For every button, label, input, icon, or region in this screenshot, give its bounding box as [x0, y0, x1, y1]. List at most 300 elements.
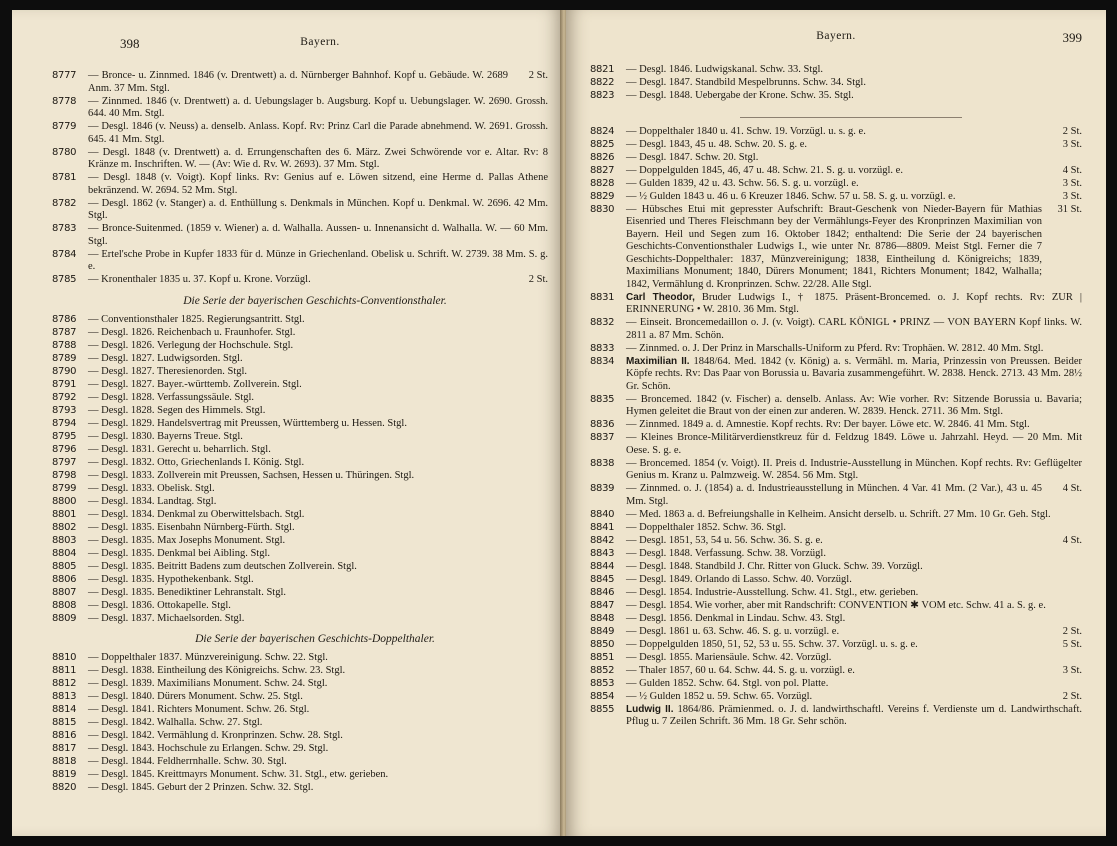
catalog-entry: [590, 574, 1082, 587]
lot-number: 8824: [590, 125, 615, 137]
lot-text: — Desgl. 1827. Bayer.-württemb. Zollverein. Stgl.: [88, 378, 302, 390]
lot-description: [88, 496, 548, 509]
lot-text: — Desgl. 1847. Standbild Mespelbrunns. Schw. 34. Stgl.: [626, 77, 866, 88]
piece-count: 2 St.: [1062, 625, 1082, 637]
lot-text: — Doppelthaler 1852. Schw. 36. Stgl.: [626, 521, 787, 533]
lot-description: [626, 613, 1082, 626]
lot-description: [88, 548, 548, 561]
lot-number: 8835: [590, 393, 615, 405]
catalog-entry: [52, 366, 548, 379]
section-heading-conventionsthaler: Die Serie der bayerischen Geschichts-Conventionsthaler.: [183, 294, 447, 307]
catalog-entry: [52, 483, 548, 496]
lot-text: — Desgl. 1843, 45 u. 48. Schw. 20. S. g. e.: [626, 138, 808, 150]
lot-description: [88, 678, 548, 691]
lot-description: [88, 743, 548, 756]
lot-description: [626, 90, 1082, 103]
catalog-entry: [52, 353, 548, 366]
catalog-entry: [590, 64, 1082, 77]
piece-count: 2 St.: [528, 70, 548, 81]
catalog-entry: [590, 483, 1082, 508]
lot-text: — Desgl. 1854. Industrie-Ausstellung. Schw. 41. Stgl., etw. gerieben.: [626, 586, 919, 598]
lot-text: — Desgl. 1846 (v. Neuss) a. denselb. Anlass. Kopf. Rv: Prinz Carl die Parade abnehmend. W. 2691. Grossh. 645. 41 Mm. Stgl.: [88, 121, 548, 145]
piece-count: 4 St.: [1062, 483, 1082, 494]
catalog-entry: [590, 678, 1082, 691]
piece-count: 3 St.: [1062, 190, 1082, 202]
catalog-entry: [52, 730, 548, 743]
lot-text: — Zinnmed. 1849 a. d. Amnestie. Kopf rechts. Rv: Der bayer. Löwe etc. W. 2846. 41 Mm. Stgl.: [626, 419, 1030, 430]
lot-description: [88, 756, 548, 769]
lot-text: — Desgl. 1843. Hochschule zu Erlangen. Schw. 29. Stgl.: [88, 743, 329, 754]
lot-number: 8786: [52, 313, 77, 325]
right-page-header: [590, 30, 1082, 50]
lot-description: [88, 561, 548, 574]
catalog-entry: [52, 756, 548, 769]
lot-description: [626, 394, 1082, 419]
catalog-entry: [590, 522, 1082, 535]
left-page: [12, 10, 562, 836]
catalog-entry: [590, 561, 1082, 574]
lot-text: — Desgl. 1827. Ludwigsorden. Stgl.: [88, 352, 243, 364]
lot-text: — Desgl. 1845. Geburt der 2 Prinzen. Schw. 32. Stgl.: [88, 782, 314, 793]
lot-text: — Desgl. 1848 (v. Drentwett) a. d. Errungenschaften des 6. März. Zwei Schwörende vor e. Altar. Rv: 8 Kränze m. Inschriften. W. — (Av: Wie d. Rv. W. 2693). 37 Mm. Stgl.: [88, 146, 548, 170]
lot-text: — Desgl. 1849. Orlando di Lasso. Schw. 40. Vorzügl.: [626, 573, 852, 585]
lot-description: [626, 652, 1082, 665]
catalog-entry: [52, 470, 548, 483]
left-page-header: [52, 36, 548, 56]
lot-text: — Desgl. 1841. Richters Monument. Schw. 26. Stgl.: [88, 704, 310, 715]
lot-text: — Desgl. 1835. Benediktiner Lehranstalt. Stgl.: [88, 586, 287, 598]
page-number-left: 398: [120, 36, 140, 51]
lot-description: [626, 600, 1082, 613]
lot-description: [88, 327, 548, 340]
lot-text: — Gulden 1852. Schw. 64. Stgl. von pol. Platte.: [626, 677, 829, 689]
ruler-name: Carl Theodor,: [626, 291, 695, 303]
lot-number: 8833: [590, 342, 615, 354]
lot-text: — Desgl. 1826. Verlegung der Hochschule. Stgl.: [88, 339, 294, 351]
entry-list-left-c: [52, 652, 548, 795]
lot-description: [88, 379, 548, 392]
piece-count: 5 St.: [1062, 638, 1082, 650]
lot-description: [626, 574, 1082, 587]
lot-description: [88, 392, 548, 405]
lot-description: [626, 678, 1082, 691]
lot-text: — Desgl. 1830. Bayerns Treue. Stgl.: [88, 430, 243, 442]
lot-number: 8817: [52, 743, 77, 754]
entry-list-right-b: [590, 126, 1082, 729]
catalog-entry: [52, 198, 548, 223]
lot-number: 8821: [590, 64, 615, 75]
lot-number: 8800: [52, 495, 77, 507]
lot-description: [626, 178, 1042, 191]
lot-number: 8851: [590, 651, 615, 663]
lot-number: 8802: [52, 521, 77, 533]
catalog-entry: [52, 147, 548, 172]
lot-text: — Desgl. 1846. Ludwigskanal. Schw. 33. Stgl.: [626, 64, 824, 75]
lot-text: — Desgl. 1838. Eintheilung des Königreichs. Schw. 23. Stgl.: [88, 665, 346, 676]
lot-description: [626, 626, 1042, 639]
lot-number: 8812: [52, 678, 77, 689]
lot-description: [88, 147, 548, 172]
lot-description: [88, 70, 508, 95]
catalog-entry: [590, 587, 1082, 600]
lot-description: [88, 223, 548, 248]
lot-text: — Desgl. 1861 u. 63. Schw. 46. S. g. u. vorzügl. e.: [626, 625, 840, 637]
lot-number: 8836: [590, 419, 615, 430]
lot-description: [88, 353, 548, 366]
catalog-entry: [590, 356, 1082, 394]
lot-text: — Conventionsthaler 1825. Regierungsantritt. Stgl.: [88, 313, 305, 325]
lot-description: [626, 535, 1042, 548]
lot-description: [626, 77, 1082, 90]
lot-text: Bruder Ludwigs I., † 1875. Präsent-Broncemed. o. J. Kopf rechts. Rv: ZUR | ERINNERUNG • W. 2810. 36 Mm. Stgl.: [626, 291, 1082, 315]
lot-text: — ½ Gulden 1852 u. 59. Schw. 65. Vorzügl.: [626, 690, 813, 702]
catalog-entry: [52, 431, 548, 444]
lot-number: 8841: [590, 521, 615, 533]
lot-description: [626, 548, 1082, 561]
lot-number: 8797: [52, 456, 77, 468]
lot-description: [626, 126, 1042, 139]
lot-number: 8787: [52, 326, 77, 338]
lot-number: 8837: [590, 432, 615, 443]
lot-text: — Doppelgulden 1850, 51, 52, 53 u. 55. Schw. 37. Vorzügl. u. s. g. e.: [626, 638, 918, 650]
lot-number: 8814: [52, 704, 77, 715]
catalog-entry: [590, 458, 1082, 483]
catalog-entry: [52, 613, 548, 626]
lot-description: [626, 458, 1082, 483]
catalog-entry: [52, 574, 548, 587]
lot-text: — Desgl. 1854. Wie vorher, aber mit Randschrift: CONVENTION ✱ VOM etc. Schw. 41 a. S. g. e.: [626, 599, 1046, 611]
catalog-entry: [52, 121, 548, 146]
lot-text: — Desgl. 1833. Obelisk. Stgl.: [88, 482, 215, 494]
lot-description: [88, 600, 548, 613]
running-head-left: Bayern.: [300, 36, 340, 48]
catalog-entry: [52, 223, 548, 248]
lot-text: — Desgl. 1834. Denkmal zu Oberwittelsbach. Stgl.: [88, 508, 305, 520]
lot-description: [626, 343, 1082, 356]
lot-description: [626, 191, 1042, 204]
lot-description: [88, 730, 548, 743]
lot-number: 8792: [52, 391, 77, 403]
lot-number: 8820: [52, 782, 77, 793]
lot-number: 8794: [52, 417, 77, 429]
piece-count: 3 St.: [1062, 664, 1082, 676]
catalog-entry: [52, 717, 548, 730]
lot-number: 8798: [52, 469, 77, 481]
lot-number: 8793: [52, 404, 77, 416]
lot-number: 8827: [590, 164, 615, 176]
catalog-entry: [52, 249, 548, 274]
catalog-entry: [52, 418, 548, 431]
lot-number: 8844: [590, 560, 615, 572]
lot-description: [88, 457, 548, 470]
lot-number: 8789: [52, 352, 77, 364]
catalog-entry: [590, 548, 1082, 561]
lot-text: — Doppelgulden 1845, 46, 47 u. 48. Schw. 21. S. g. u. vorzügl. e.: [626, 164, 903, 176]
lot-text: — Desgl. 1848. Standbild J. Chr. Ritter von Gluck. Schw. 39. Vorzügl.: [626, 560, 923, 572]
lot-description: [88, 769, 548, 782]
lot-number: 8805: [52, 560, 77, 572]
lot-number: 8855: [590, 703, 615, 715]
lot-number: 8816: [52, 730, 77, 741]
catalog-entry: [590, 509, 1082, 522]
lot-number: 8839: [590, 483, 615, 494]
lot-description: [88, 340, 548, 353]
lot-text: — Desgl. 1848. Verfassung. Schw. 38. Vorzügl.: [626, 547, 826, 559]
lot-text: — Desgl. 1848. Uebergabe der Krone. Schw. 35. Stgl.: [626, 90, 854, 101]
lot-number: 8777: [52, 70, 77, 81]
lot-description: [88, 535, 548, 548]
lot-number: 8810: [52, 652, 77, 663]
lot-number: 8782: [52, 197, 77, 209]
lot-number: 8791: [52, 378, 77, 390]
lot-description: [626, 64, 1082, 77]
lot-text: — Desgl. 1845. Kreittmayrs Monument. Schw. 31. Stgl., etw. gerieben.: [88, 769, 389, 780]
lot-text: — Bronce-Suitenmed. (1859 v. Wiener) a. d. Walhalla. Aussen- u. Innenansicht d. Walhalla. W. — 60 Mm. Stgl.: [88, 223, 548, 247]
lot-number: 8850: [590, 638, 615, 650]
lot-text: — Gulden 1839, 42 u. 43. Schw. 56. S. g. u. vorzügl. e.: [626, 177, 859, 189]
running-head-right: Bayern.: [816, 30, 856, 42]
catalog-entry: [590, 152, 1082, 165]
lot-number: 8847: [590, 599, 615, 611]
lot-description: [626, 152, 1082, 165]
lot-number: 8803: [52, 534, 77, 546]
lot-number: 8845: [590, 573, 615, 585]
lot-description: [626, 356, 1082, 394]
lot-number: 8842: [590, 534, 615, 546]
lot-number: 8806: [52, 573, 77, 585]
lot-number: 8781: [52, 172, 77, 183]
catalog-entry: [52, 665, 548, 678]
lot-description: [88, 652, 548, 665]
lot-description: [88, 274, 508, 287]
catalog-entry: [52, 704, 548, 717]
lot-number: 8823: [590, 90, 615, 101]
lot-number: 8834: [590, 355, 615, 367]
page-number-right: 399: [1062, 30, 1082, 45]
lot-description: [88, 704, 548, 717]
lot-text: — Desgl. 1844. Feldherrnhalle. Schw. 30. Stgl.: [88, 756, 287, 767]
lot-number: 8790: [52, 365, 77, 377]
lot-text: — Doppelthaler 1837. Münzvereinigung. Schw. 22. Stgl.: [88, 652, 328, 663]
lot-text: — Desgl. 1837. Michaelsorden. Stgl.: [88, 612, 245, 624]
lot-text: — Desgl. 1835. Eisenbahn Nürnberg-Fürth. Stgl.: [88, 521, 295, 533]
piece-count: 2 St.: [1062, 690, 1082, 702]
entry-list-left-b: [52, 314, 548, 626]
catalog-entry: [52, 444, 548, 457]
section-divider: [740, 117, 962, 118]
lot-text: — Zinnmed. 1846 (v. Drentwett) a. d. Uebungslager b. Augsburg. Kopf u. Uebungslager. W. 2690. Grossh. 644. 40 Mm. Stgl.: [88, 95, 548, 119]
lot-description: [88, 587, 548, 600]
catalog-entry: [52, 496, 548, 509]
catalog-entry: [52, 509, 548, 522]
catalog-entry: [52, 314, 548, 327]
catalog-entry: [590, 191, 1082, 204]
lot-number: 8831: [590, 291, 615, 303]
lot-number: 8826: [590, 151, 615, 163]
catalog-entry: [52, 587, 548, 600]
lot-text: — Bronce- u. Zinnmed. 1846 (v. Drentwett) a. d. Nürnberger Bahnhof. Kopf u. Gebäude. W. 2689 Anm. 37 Mm. Stgl.: [88, 70, 508, 94]
lot-description: [88, 314, 548, 327]
catalog-entry: [590, 600, 1082, 613]
lot-text: — Desgl. 1828. Segen des Himmels. Stgl.: [88, 404, 266, 416]
lot-description: [626, 639, 1042, 652]
lot-text: — Desgl. 1829. Handelsvertrag mit Preussen, Württemberg u. Hessen. Stgl.: [88, 417, 407, 429]
catalog-entry: [590, 317, 1082, 342]
lot-description: [88, 444, 548, 457]
lot-description: [626, 522, 1082, 535]
piece-count: 4 St.: [1062, 164, 1082, 176]
lot-number: 8788: [52, 339, 77, 351]
lot-number: 8854: [590, 690, 615, 702]
lot-description: [88, 613, 548, 626]
piece-count: 4 St.: [1062, 534, 1082, 546]
catalog-entry: [52, 96, 548, 121]
piece-count: 3 St.: [1062, 177, 1082, 189]
lot-number: 8852: [590, 664, 615, 676]
lot-description: [88, 198, 548, 223]
catalog-entry: [590, 535, 1082, 548]
lot-text: — Desgl. 1835. Hypothekenbank. Stgl.: [88, 573, 254, 585]
lot-description: [88, 483, 548, 496]
lot-text: — Kleines Bronce-Militärverdienstkreuz für d. Feldzug 1849. Löwe u. Jahrzahl. Heyd. — 20 Mm. Mit Oese. S. g. e.: [626, 432, 1082, 456]
catalog-entry: [590, 639, 1082, 652]
lot-number: 8808: [52, 599, 77, 611]
lot-number: 8795: [52, 430, 77, 442]
catalog-entry: [52, 769, 548, 782]
lot-number: 8801: [52, 508, 77, 520]
lot-description: [88, 405, 548, 418]
lot-text: — Desgl. 1828. Verfassungssäule. Stgl.: [88, 391, 255, 403]
lot-description: [88, 574, 548, 587]
lot-description: [626, 317, 1082, 342]
lot-number: 8799: [52, 482, 77, 494]
section-heading-doppelthaler: Die Serie der bayerischen Geschichts-Doppelthaler.: [195, 633, 435, 645]
catalog-entry: [590, 165, 1082, 178]
lot-text: — Desgl. 1832. Otto, Griechenlands I. König. Stgl.: [88, 456, 305, 468]
lot-description: [626, 292, 1082, 317]
lot-description: [626, 165, 1042, 178]
lot-text: — Hübsches Etui mit gepresster Aufschrift: Braut-Geschenk von Nieder-Bayern für Mathias Eisenried und Theres Fleischmann bey der Vermählungs-Feyer des Kronprinzen Maximilian von Bayern. Heil und Segen zum 16. Oktober 1842; enthaltend: Die Serie der 24 bayerischen Geschichts-Conventionsthaler Ludwigs I., wie unter Nr. 8786—8809. Meist Stgl. Ferner die 7 Geschichts-Doppelthaler: 1837, Münzvereinigung; 1838, Eintheilung d. Königreichs; 1839, Maximilians Monument; 1840, Dürers Monument; 1841, Richters Monument; 1842, Walhalla; 1842, Vermählung d. Kronprinzen. Schw. 22/28. Alle Stgl.: [626, 203, 1042, 290]
lot-description: [626, 204, 1042, 292]
catalog-entry: [52, 535, 548, 548]
catalog-entry: [590, 432, 1082, 457]
lot-text: — Desgl. 1851, 53, 54 u. 56. Schw. 36. S. g. e.: [626, 534, 823, 546]
lot-description: [88, 96, 548, 121]
lot-number: 8832: [590, 317, 615, 328]
lot-description: [626, 704, 1082, 729]
catalog-entry: [52, 691, 548, 704]
lot-number: 8840: [590, 508, 615, 520]
lot-description: [626, 691, 1042, 704]
lot-number: 8811: [52, 665, 77, 676]
lot-description: [88, 172, 548, 197]
lot-text: — Desgl. 1836. Ottokapelle. Stgl.: [88, 599, 231, 611]
lot-description: [626, 509, 1082, 522]
lot-text: — Zinnmed. o. J. (1854) a. d. Industrieausstellung in München. 4 Var. 41 Mm. (2 Var.), 43 u. 45 Mm. Stgl.: [626, 483, 1042, 507]
lot-number: 8780: [52, 146, 77, 158]
lot-text: — Broncemed. 1854 (v. Voigt). II. Preis d. Industrie-Ausstellung in München. Kopf rechts. Rv: Geflügelter Genius m. Kranz u. Palmzweig. W. 2854. 56 Mm. Stgl.: [626, 457, 1082, 481]
catalog-entry: [52, 782, 548, 795]
catalog-entry: [590, 704, 1082, 729]
lot-description: [88, 418, 548, 431]
catalog-entry: [52, 743, 548, 756]
lot-description: [88, 717, 548, 730]
lot-description: [88, 509, 548, 522]
lot-number: 8849: [590, 625, 615, 637]
catalog-entry: [52, 457, 548, 470]
lot-description: [626, 432, 1082, 457]
lot-number: 8825: [590, 138, 615, 150]
lot-text: — Desgl. 1835. Denkmal bei Aibling. Stgl.: [88, 547, 270, 559]
lot-text: — Desgl. 1842. Vermählung d. Kronprinzen. Schw. 28. Stgl.: [88, 730, 343, 741]
lot-text: — Med. 1863 a. d. Befreiungshalle in Kelheim. Ansicht derselb. u. Schrift. 27 Mm. 10 Gr. Geh. Stgl.: [626, 508, 1051, 520]
right-page: [566, 10, 1106, 836]
lot-text: 1848/64. Med. 1842 (v. König) a. s. Vermähl. m. Maria, Prinzessin von Preussen. Beider Köpfe rechts. Rv: Das Paar von Borussia u. Bavaria zusammengeführt. W. 2838. Henck. 2713. 43 Mm. 28½ Gr. Schön.: [626, 355, 1082, 392]
catalog-entry: [590, 178, 1082, 191]
lot-number: 8779: [52, 121, 77, 132]
lot-text: — Desgl. 1826. Reichenbach u. Fraunhofer. Stgl.: [88, 326, 296, 338]
lot-description: [88, 249, 548, 274]
lot-number: 8796: [52, 443, 77, 455]
catalog-entry: [52, 274, 548, 287]
lot-text: — Desgl. 1840. Dürers Monument. Schw. 25. Stgl.: [88, 691, 303, 702]
lot-description: [626, 419, 1082, 432]
lot-number: 8828: [590, 177, 615, 189]
ruler-name: Maximilian II.: [626, 355, 690, 367]
lot-description: [88, 782, 548, 795]
lot-text: — Thaler 1857, 60 u. 64. Schw. 44. S. g. u. vorzügl. e.: [626, 664, 855, 676]
lot-number: 8819: [52, 769, 77, 780]
lot-text: — Broncemed. 1842 (v. Fischer) a. denselb. Anlass. Av: Wie vorher. Rv: Sitzende Borussia u. Bavaria; Hymen geleitet die Braut von der einen zur anderen. W. 2839. Henck. 2711. 36 Mm. Stgl.: [626, 393, 1082, 417]
lot-number: 8822: [590, 77, 615, 88]
catalog-entry: [52, 522, 548, 535]
lot-text: — ½ Gulden 1843 u. 46 u. 6 Kreuzer 1846. Schw. 57 u. 58. S. g. u. vorzügl. e.: [626, 190, 956, 202]
catalog-entry: [52, 392, 548, 405]
lot-number: 8807: [52, 586, 77, 598]
catalog-entry: [590, 204, 1082, 292]
catalog-entry: [52, 379, 548, 392]
lot-number: 8809: [52, 612, 77, 624]
catalog-entry: [52, 405, 548, 418]
catalog-entry: [590, 626, 1082, 639]
lot-text: — Desgl. 1848 (v. Voigt). Kopf links. Rv: Genius auf e. Löwen sitzend, eine Herme d. Pallas Athene bekränzend. W. 2694. 52 Mm. Stgl.: [88, 172, 548, 196]
catalog-entry: [590, 691, 1082, 704]
lot-description: [88, 431, 548, 444]
catalog-entry: [590, 139, 1082, 152]
lot-description: [626, 561, 1082, 574]
lot-description: [88, 522, 548, 535]
piece-count: 2 St.: [1062, 125, 1082, 137]
lot-number: 8846: [590, 586, 615, 598]
lot-text: — Desgl. 1842. Walhalla. Schw. 27. Stgl.: [88, 717, 263, 728]
lot-number: 8785: [52, 274, 77, 285]
lot-number: 8783: [52, 223, 77, 234]
lot-description: [626, 483, 1042, 508]
lot-description: [88, 665, 548, 678]
catalog-entry: [52, 340, 548, 353]
catalog-entry: [52, 548, 548, 561]
lot-text: — Einseit. Broncemedaillon o. J. (v. Voigt). CARL KÖNIGL • PRINZ — VON BAYERN Kopf links. W. 2811 a. 87 Mm. Schön.: [626, 317, 1082, 341]
lot-number: 8853: [590, 677, 615, 689]
catalog-entry: [52, 70, 548, 95]
catalog-entry: [590, 613, 1082, 626]
lot-text: — Kronenthaler 1835 u. 37. Kopf u. Krone. Vorzügl.: [88, 274, 311, 285]
catalog-entry: [590, 77, 1082, 90]
lot-description: [88, 121, 548, 146]
lot-text: 1864/86. Prämienmed. o. J. d. landwirthschaftl. Vereins f. Verdienste um d. Landwirthschaft. Pflug u. 7 Zeilen Schrift. 36 Mm. 18 Gr. Sehr schön.: [626, 703, 1083, 727]
catalog-entry: [52, 652, 548, 665]
lot-number: 8848: [590, 612, 615, 624]
